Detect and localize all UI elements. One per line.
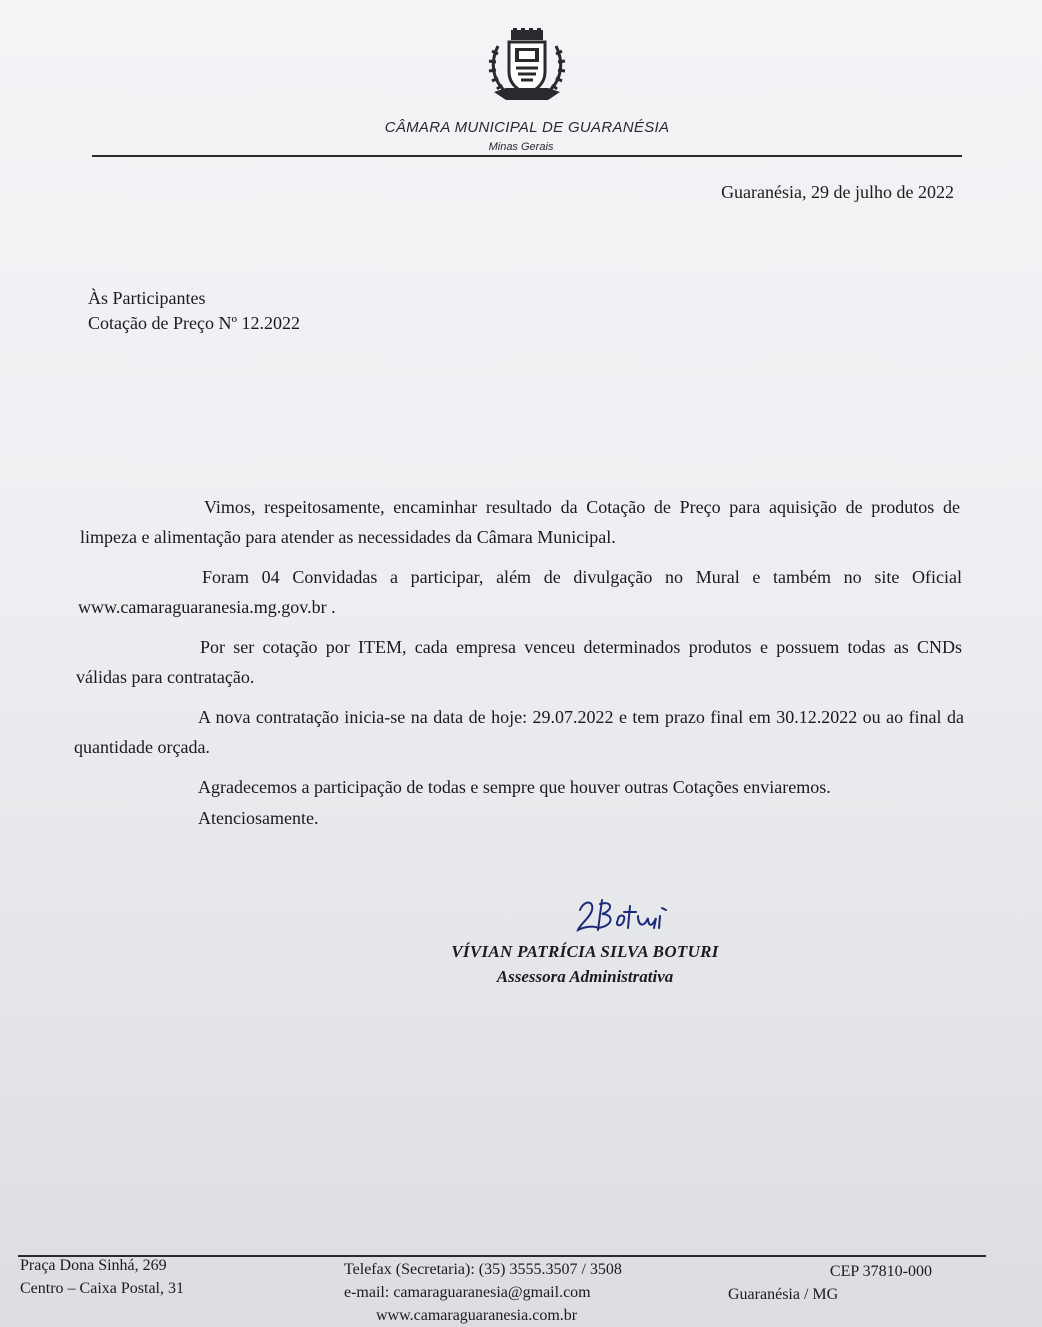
organization-name: CÂMARA MUNICIPAL DE GUARANÉSIA	[384, 119, 670, 136]
body-paragraph: Vimos, respeitosamente, encaminhar resultado da Cotação de Preço para aquisição de produtos de limpeza e alimentação para atender as necessidades da Câmara Municipal.	[80, 497, 960, 547]
handwritten-signature	[574, 896, 674, 944]
body-paragraph: A nova contratação inicia-se na data de hoje: 29.07.2022 e tem prazo final em 30.12.2022 ou ao final da quantidade orçada.	[74, 707, 964, 757]
body-paragraph: Agradecemos a participação de todas e sempre que houver outras Cotações enviaremos.	[198, 777, 831, 797]
footer-website: www.camaraguaranesia.com.br	[376, 1307, 578, 1324]
letter-date: Guaranésia, 29 de julho de 2022	[721, 182, 954, 202]
footer-phone: Telefax (Secretaria): (35) 3555.3507 / 3508	[344, 1261, 622, 1278]
footer-cep: CEP 37810-000	[829, 1263, 932, 1280]
signer-role: Assessora Administrativa	[496, 967, 674, 986]
address-district: Centro – Caixa Postal, 31	[20, 1280, 184, 1297]
closing-line: Atenciosamente.	[198, 808, 319, 828]
address-street: Praça Dona Sinhá, 269	[20, 1257, 167, 1274]
footer-email: e-mail: camaraguaranesia@gmail.com	[344, 1284, 591, 1301]
header-divider	[92, 155, 962, 157]
body-paragraph: Por ser cotação por ITEM, cada empresa venceu determinados produtos e possuem todas as CNDs válidas para contratação.	[76, 637, 962, 687]
signer-name: VÍVIAN PATRÍCIA SILVA BOTURI	[451, 942, 719, 961]
reference-line: Cotação de Preço Nº 12.2022	[88, 313, 301, 333]
recipient-line: Às Participantes	[88, 288, 206, 308]
footer-address	[20, 1254, 184, 1300]
coat-of-arms-icon	[484, 28, 570, 102]
footer-contact	[344, 1258, 622, 1327]
footer-city: Guaranésia / MG	[728, 1286, 839, 1303]
body-paragraph: Foram 04 Convidadas a participar, além de divulgação no Mural e também no site Oficial www.camaraguaranesia.mg.gov.br .	[78, 567, 962, 617]
recipient-block	[88, 286, 300, 336]
bleed-through-shadow	[60, 880, 980, 916]
footer-location	[728, 1260, 932, 1306]
organization-state: Minas Gerais	[488, 141, 554, 153]
